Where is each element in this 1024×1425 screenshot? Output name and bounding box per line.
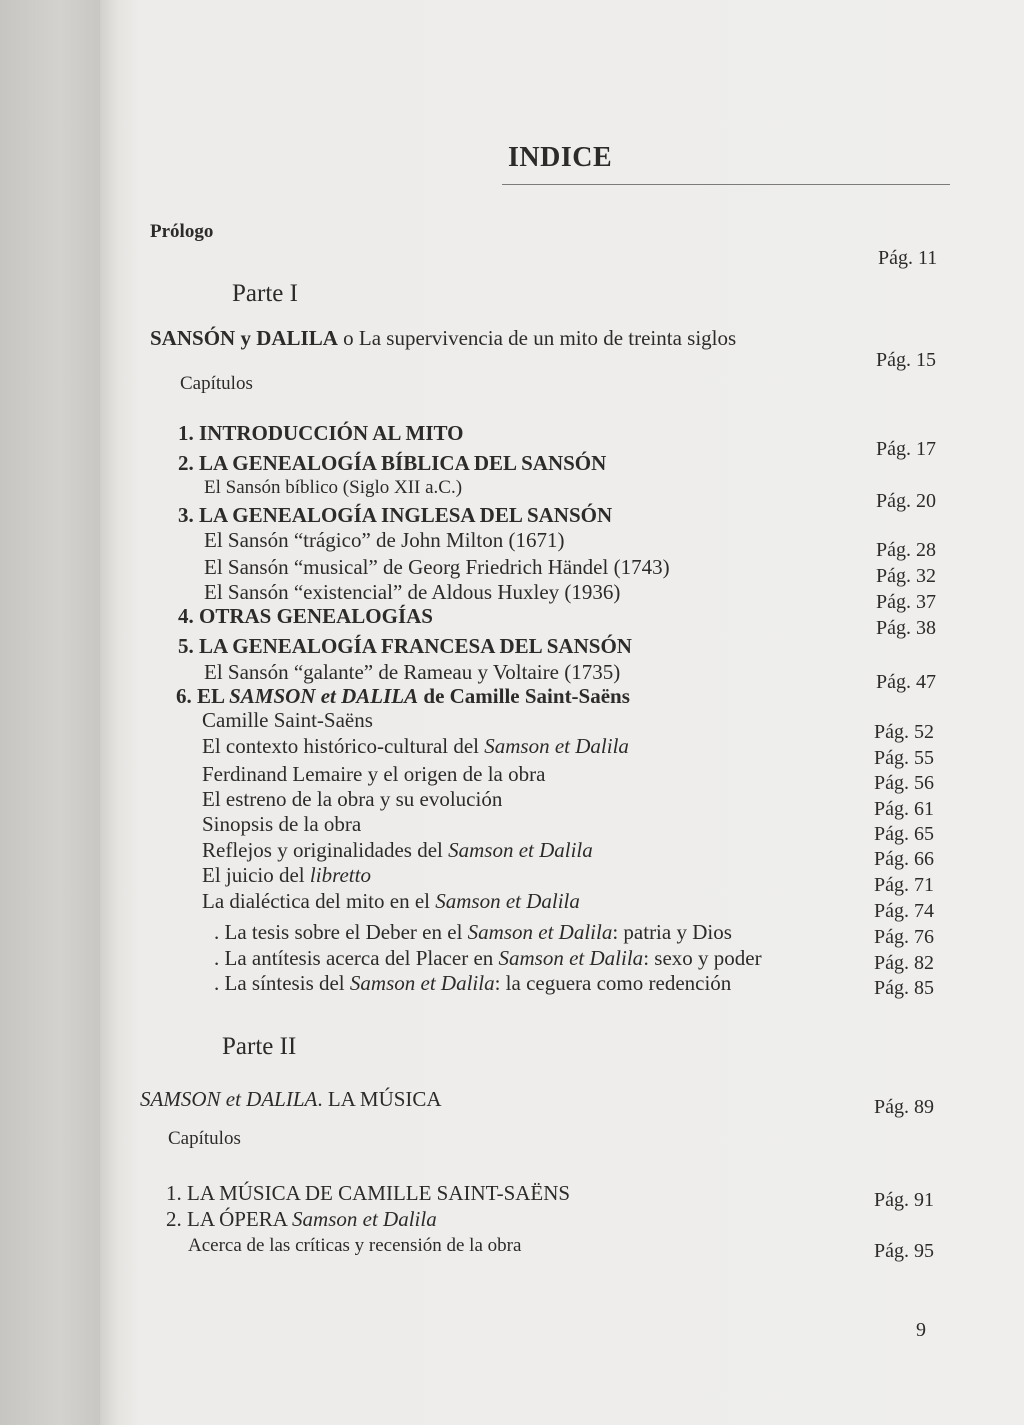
chapter-5: 5. LA GENEALOGÍA FRANCESA DEL SANSÓN bbox=[178, 634, 632, 658]
ch6-item-page: Pág. 55 bbox=[874, 747, 934, 769]
ch6-item-page: Pág. 61 bbox=[874, 798, 934, 820]
chapter-4: 4. OTRAS GENEALOGÍAS bbox=[178, 604, 433, 628]
ch6-item-page: Pág. 66 bbox=[874, 848, 934, 870]
book-spine-shadow bbox=[0, 0, 100, 1425]
chapter-3-sub-1-page: Pág. 28 bbox=[876, 539, 936, 561]
chapter-3: 3. LA GENEALOGÍA INGLESA DEL SANSÓN bbox=[178, 503, 613, 527]
chapter-3-sub-2: El Sansón “musical” de Georg Friedrich Händel (1743) bbox=[204, 555, 670, 579]
ch6-item: Reflejos y originalidades del Samson et Dalila bbox=[202, 838, 593, 862]
chapter-3-sub-2-page: Pág. 32 bbox=[876, 565, 936, 587]
parte1-capitulos: Capítulos bbox=[180, 373, 253, 394]
parte2-chapter-2-sub: Acerca de las críticas y recensión de la obra bbox=[188, 1235, 522, 1256]
ch6-item: El estreno de la obra y su evolución bbox=[202, 787, 503, 811]
chapter-5-page: Pág. 47 bbox=[876, 671, 936, 693]
parte1-heading: Parte I bbox=[232, 280, 298, 307]
parte2-chapter-1-page: Pág. 91 bbox=[874, 1189, 934, 1211]
chapter-3-sub-3-page: Pág. 37 bbox=[876, 591, 936, 613]
title-underline bbox=[502, 184, 950, 185]
ch6-item: La dialéctica del mito en el Samson et Dalila bbox=[202, 889, 580, 913]
parte2-chapter-1: 1. LA MÚSICA DE CAMILLE SAINT-SAËNS bbox=[166, 1181, 571, 1205]
parte2-capitulos: Capítulos bbox=[168, 1128, 241, 1149]
chapter-4-page: Pág. 38 bbox=[876, 617, 936, 639]
parte1-subtitle-page: Pág. 15 bbox=[876, 349, 936, 371]
ch6-item-page: Pág. 74 bbox=[874, 900, 934, 922]
ch6-item-page: Pág. 71 bbox=[874, 874, 934, 896]
parte2-chapter-2: 2. LA ÓPERA Samson et Dalila bbox=[166, 1207, 437, 1231]
page-title: INDICE bbox=[508, 142, 613, 173]
ch6-item-page: Pág. 82 bbox=[874, 952, 934, 974]
parte2-subtitle: SAMSON et DALILA. LA MÚSICA bbox=[140, 1087, 442, 1111]
parte2-heading: Parte II bbox=[222, 1033, 297, 1060]
ch6-item: Sinopsis de la obra bbox=[202, 812, 362, 836]
chapter-3-sub-1: El Sansón “trágico” de John Milton (1671) bbox=[204, 528, 565, 552]
ch6-item: . La tesis sobre el Deber en el Samson et Dalila: patria y Dios bbox=[214, 920, 732, 944]
ch6-item: . La antítesis acerca del Placer en Samson et Dalila: sexo y poder bbox=[214, 946, 762, 970]
chapter-6: 6. EL SAMSON et DALILA de Camille Saint-Saëns bbox=[176, 684, 630, 708]
ch6-item-page: Pág. 85 bbox=[874, 977, 934, 999]
chapter-5-sub: El Sansón “galante” de Rameau y Voltaire (1735) bbox=[204, 660, 621, 684]
ch6-item: El juicio del libretto bbox=[202, 863, 371, 887]
ch6-item: El contexto histórico-cultural del Samson et Dalila bbox=[202, 734, 629, 758]
ch6-item-page: Pág. 76 bbox=[874, 926, 934, 948]
chapter-2: 2. LA GENEALOGÍA BÍBLICA DEL SANSÓN bbox=[178, 451, 607, 475]
prologo-page: Pág. 11 bbox=[878, 247, 938, 269]
chapter-2-sub: El Sansón bíblico (Siglo XII a.C.) bbox=[204, 477, 463, 498]
ch6-item-page: Pág. 56 bbox=[874, 772, 934, 794]
ch6-item: . La síntesis del Samson et Dalila: la ceguera como redención bbox=[214, 971, 732, 995]
ch6-item-page: Pág. 65 bbox=[874, 823, 934, 845]
ch6-item: Camille Saint-Saëns bbox=[202, 708, 373, 732]
chapter-2-page: Pág. 20 bbox=[876, 490, 936, 512]
chapter-3-sub-3: El Sansón “existencial” de Aldous Huxley (1936) bbox=[204, 580, 621, 604]
parte1-subtitle: SANSÓN y DALILA o La supervivencia de un mito de treinta siglos bbox=[150, 326, 737, 350]
chapter-1: 1. INTRODUCCIÓN AL MITO bbox=[178, 421, 464, 445]
ch6-item: Ferdinand Lemaire y el origen de la obra bbox=[202, 762, 546, 786]
chapter-1-page: Pág. 17 bbox=[876, 438, 936, 460]
parte2-subtitle-page: Pág. 89 bbox=[874, 1096, 934, 1118]
parte2-chapter-2-page: Pág. 95 bbox=[874, 1240, 934, 1262]
ch6-item-page: Pág. 52 bbox=[874, 721, 934, 743]
prologo-label: Prólogo bbox=[150, 221, 214, 242]
page-number: 9 bbox=[916, 1319, 926, 1341]
